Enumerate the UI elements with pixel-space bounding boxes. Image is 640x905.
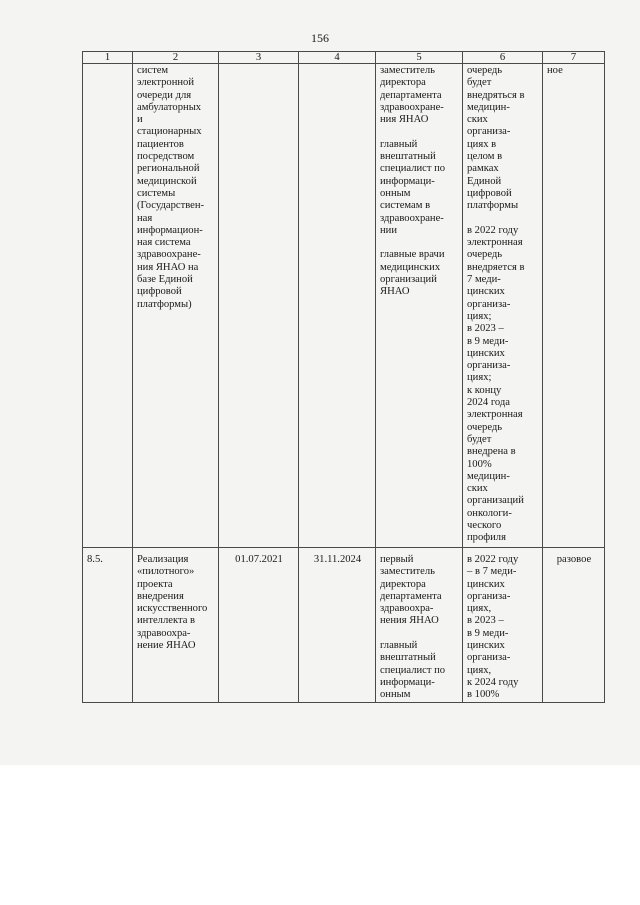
table-row bbox=[83, 548, 605, 703]
result-cell: очередь будет внедряться в медицин- ских организа- циях в целом в рамках Единой цифровой платформы в 2022 году электронная очередь внедряется в 7 меди- цинских организа- циях; в 2023 – в 9 меди- цинских организа- циях; к концу 2024 года электронная очередь будет внедрена в 100% медицин- ских организаций онкологи- ческого профиля bbox=[463, 64, 543, 548]
start-date-cell: 01.07.2021 bbox=[219, 548, 299, 703]
item-number-cell bbox=[83, 64, 133, 548]
responsible-cell: заместитель директора департамента здравоохране- ния ЯНАО главный внештатный специалист по информаци- онным системам в здравоохране- нии главные врачи медицинских организаций ЯНАО bbox=[376, 64, 463, 548]
item-number-cell: 8.5. bbox=[83, 548, 133, 703]
column-number: 1 bbox=[83, 52, 133, 64]
start-date-cell bbox=[219, 64, 299, 548]
column-number-row bbox=[83, 52, 605, 64]
type-cell: разовое bbox=[543, 548, 605, 703]
table-row bbox=[83, 64, 605, 548]
end-date-cell: 31.11.2024 bbox=[299, 548, 376, 703]
column-number: 6 bbox=[463, 52, 543, 64]
responsible-cell: первый заместитель директора департамента здравоохра- нения ЯНАО главный внештатный специалист по информаци- онным bbox=[376, 548, 463, 703]
result-cell: в 2022 году – в 7 меди- цинских организа- циях, в 2023 – в 9 меди- цинских организа- циях, к 2024 году в 100% bbox=[463, 548, 543, 703]
activity-name-cell: Реализация «пилотного» проекта внедрения искусственного интеллекта в здравоохра- нение ЯНАО bbox=[133, 548, 219, 703]
column-number: 4 bbox=[299, 52, 376, 64]
plan-table bbox=[82, 51, 605, 703]
type-cell: ное bbox=[543, 64, 605, 548]
column-number: 5 bbox=[376, 52, 463, 64]
end-date-cell bbox=[299, 64, 376, 548]
page-number: 156 bbox=[311, 31, 329, 45]
activity-name-cell: систем электронной очереди для амбулаторных и стационарных пациентов посредством региональной медицинской системы (Государствен- ная информацион- ная система здравоохране- ния ЯНАО на базе Единой цифровой платформы) bbox=[133, 64, 219, 548]
column-number: 3 bbox=[219, 52, 299, 64]
column-number: 7 bbox=[543, 52, 605, 64]
column-number: 2 bbox=[133, 52, 219, 64]
